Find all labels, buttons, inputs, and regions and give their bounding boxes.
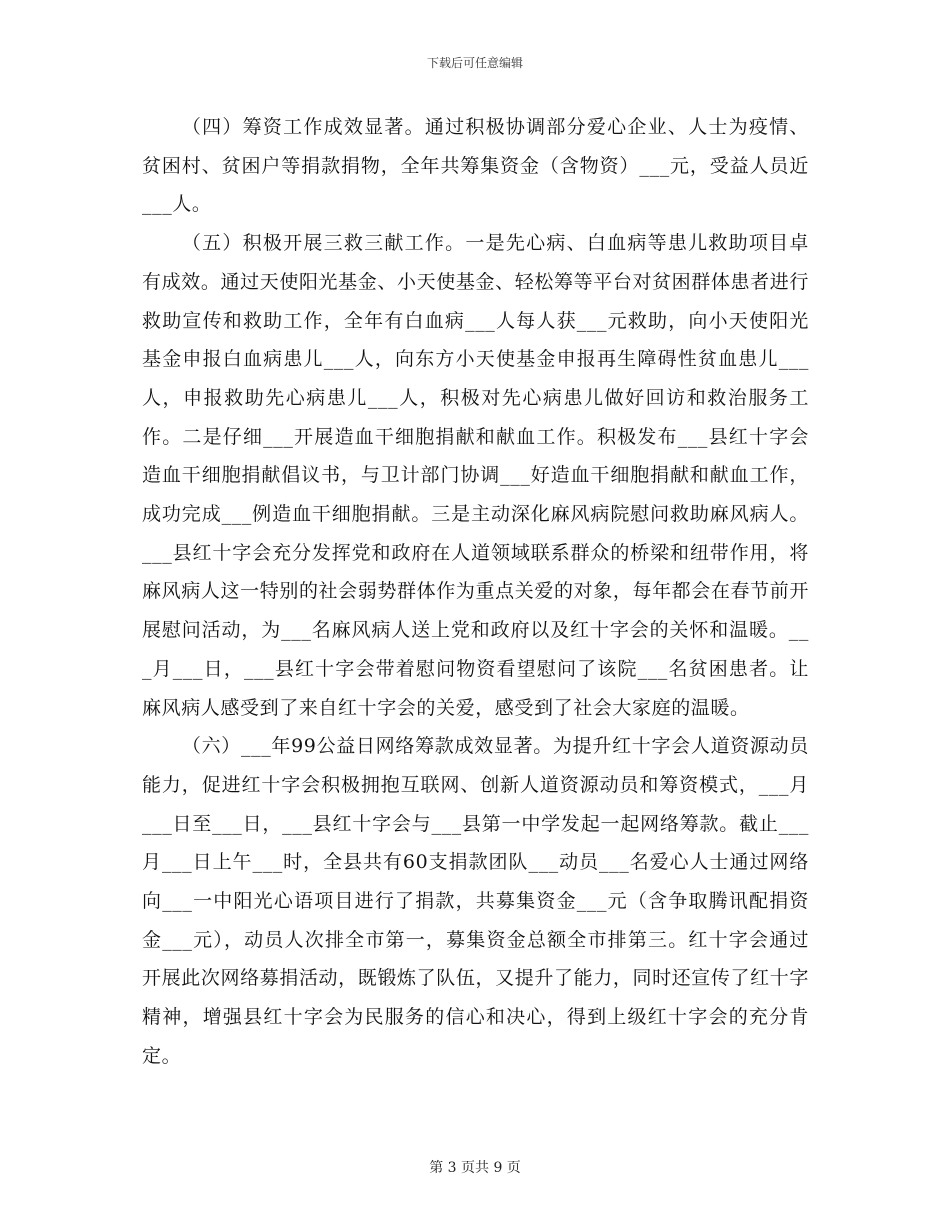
paragraph-99-charity-day: （六）___年99公益日网络筹款成效显著。为提升红十字会人道资源动员能力，促进红十字会积极拥抱互联网、创新人道资源动员和筹资模式，___月___日至___日，___县红十字会与___县第一中学发起一起网络筹款。截止___月___日上午___时，全县共有60支捐款团队___动员___名爱心人士通过网络向___一中阳光心语项目进行了捐款，共募集资金___元（含争取腾讯配捐资金___元），动员人次排全市第一，募集资金总额全市排第三。红十字会通过开展此次网络募捐活动，既锻炼了队伍，又提升了能力，同时还宣传了红十字精神，增强县红十字会为民服务的信心和决心，得到上级红十字会的充分肯定。 bbox=[142, 735, 809, 1067]
paragraph-three-rescues: （五）积极开展三救三献工作。一是先心病、白血病等患儿救助项目卓有成效。通过天使阳光基金、小天使基金、轻松筹等平台对贫困群体患者进行救助宣传和救助工作，全年有白血病___人每人获___元救助，向小天使阳光基金申报白血病患儿___人，向东方小天使基金申报再生障碍性贫血患儿___人，申报救助先心病患儿___人，积极对先心病患儿做好回访和救治服务工作。二是仔细___开展造血干细胞捐献和献血工作。积极发布___县红十字会造血干细胞捐献倡议书，与卫计部门协调___好造血干细胞捐献和献血工作，成功完成___例造血干细胞捐献。三是主动深化麻风病院慰问救助麻风病人。___县红十字会充分发挥党和政府在人道领域联系群众的桥梁和纽带作用，将麻风病人这一特别的社会弱势群体作为重点关爱的对象，每年都会在春节前开展慰问活动，为___名麻风病人送上党和政府以及红十字会的关怀和温暖。___月___日，___县红十字会带着慰问物资看望慰问了该院___名贫困患者。让麻风病人感受到了来自红十字会的关爱，感受到了社会大家庭的温暖。 bbox=[142, 232, 809, 719]
page-number: 第 3 页共 9 页 bbox=[429, 1160, 521, 1176]
page-header: 下载后可任意编辑 bbox=[426, 56, 523, 70]
document-body bbox=[142, 108, 809, 1076]
paragraph-fundraising: （四）筹资工作成效显著。通过积极协调部分爱心企业、人士为疫情、贫困村、贫困户等捐款捐物，全年共筹集资金（含物资）___元，受益人员近___人。 bbox=[142, 116, 809, 216]
